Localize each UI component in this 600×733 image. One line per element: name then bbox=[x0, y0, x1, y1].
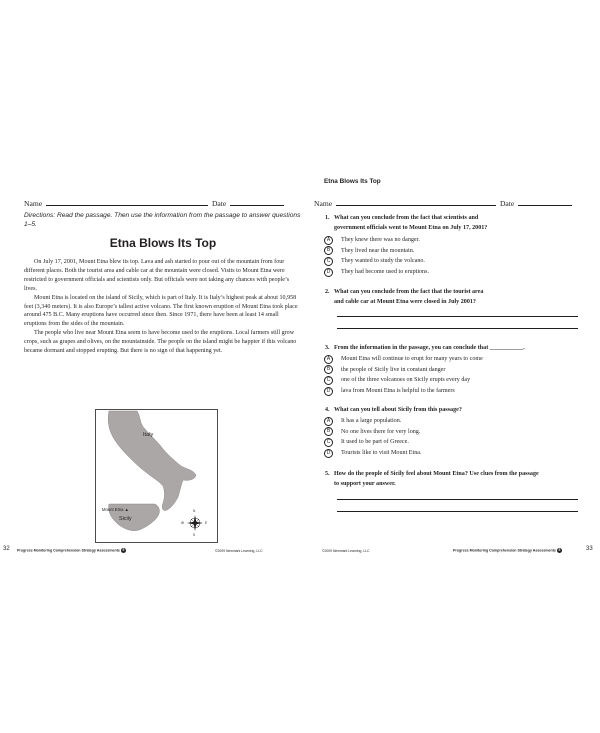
bubble-a[interactable]: A bbox=[324, 417, 333, 426]
question-2-text bbox=[325, 287, 585, 307]
question-line: What can you conclude from the fact that the tourist area bbox=[334, 289, 484, 295]
option-b[interactable] bbox=[324, 427, 585, 438]
option-text: They wanted to study the volcano. bbox=[341, 258, 425, 265]
question-1 bbox=[325, 213, 585, 277]
option-b[interactable] bbox=[324, 365, 585, 376]
question-1-text bbox=[325, 213, 585, 233]
name-blank[interactable] bbox=[336, 198, 496, 206]
option-text: lava from Mount Etna is helpful to the farmers bbox=[341, 387, 455, 394]
answer-line-5a[interactable] bbox=[337, 499, 578, 500]
question-number: 4. bbox=[325, 407, 330, 413]
bubble-b[interactable]: B bbox=[324, 365, 333, 374]
name-date-line-right bbox=[314, 198, 588, 208]
question-line: What can you tell about Sicily from this passage? bbox=[334, 407, 462, 413]
option-text: one of the three volcanoes on Sicily erupts every day bbox=[341, 377, 471, 384]
copyright-right: ©2009 Newmark Learning, LLC bbox=[322, 549, 370, 553]
option-text: the people of Sicily live in constant danger bbox=[341, 366, 446, 373]
question-line: and cable car at Mount Etna were closed in July 2001? bbox=[334, 299, 476, 305]
bubble-b[interactable]: B bbox=[324, 427, 333, 436]
map-label-italy: Italy bbox=[143, 432, 154, 438]
question-4 bbox=[325, 405, 585, 458]
page-number-left: 32 bbox=[3, 546, 10, 552]
bubble-c[interactable]: C bbox=[324, 438, 333, 447]
option-a[interactable] bbox=[324, 354, 585, 365]
question-2 bbox=[325, 287, 585, 307]
copyright-left: ©2009 Newmark Learning, LLC bbox=[215, 549, 263, 553]
question-3-text bbox=[325, 343, 585, 353]
option-text: They lived near the mountain. bbox=[341, 247, 415, 254]
option-c[interactable] bbox=[324, 256, 585, 267]
answer-line-5b[interactable] bbox=[337, 511, 578, 512]
footer-right bbox=[453, 548, 562, 553]
option-text: It used to be part of Greece. bbox=[341, 439, 409, 446]
passage-title: Etna Blows Its Top bbox=[109, 236, 217, 250]
option-text: Mount Etna will continue to erupt for many years to come bbox=[341, 356, 483, 362]
date-blank[interactable] bbox=[230, 198, 284, 206]
bubble-b[interactable]: B bbox=[324, 246, 333, 255]
question-1-options bbox=[324, 235, 585, 277]
question-number: 1. bbox=[325, 215, 330, 221]
map-graphic bbox=[95, 409, 218, 543]
option-b[interactable] bbox=[324, 246, 585, 257]
question-line: How do the people of Sicily feel about Mount Etna? Use clues from the passage bbox=[334, 471, 539, 477]
name-date-line-left bbox=[24, 198, 302, 208]
bubble-c[interactable]: C bbox=[324, 257, 333, 266]
bubble-c[interactable]: C bbox=[324, 376, 333, 385]
bubble-d[interactable]: D bbox=[324, 268, 333, 277]
option-c[interactable] bbox=[324, 375, 585, 386]
right-header: Etna Blows Its Top bbox=[324, 178, 381, 185]
question-3 bbox=[325, 343, 585, 396]
question-number: 2. bbox=[325, 289, 330, 295]
date-label: Date bbox=[499, 199, 515, 208]
question-line: government officials went to Mount Etna on July 17, 2001? bbox=[334, 225, 488, 231]
question-line: What can you conclude from the fact that scientists and bbox=[334, 215, 479, 221]
question-5-text bbox=[325, 469, 587, 489]
map-label-mount-etna: Mount Etna ▲ bbox=[102, 507, 129, 512]
question-number: 3. bbox=[325, 345, 330, 351]
name-blank[interactable] bbox=[46, 198, 208, 206]
page-number-right: 33 bbox=[586, 546, 593, 552]
option-a[interactable] bbox=[324, 235, 585, 246]
map bbox=[95, 409, 218, 543]
compass-w: W bbox=[181, 521, 185, 525]
question-4-text bbox=[325, 405, 585, 415]
compass-s: S bbox=[193, 533, 196, 537]
bubble-a[interactable]: A bbox=[324, 236, 333, 245]
question-5 bbox=[325, 469, 587, 489]
date-blank[interactable] bbox=[518, 198, 572, 206]
option-text: It has a large population. bbox=[341, 418, 402, 424]
directions: Directions: Read the passage. Then use the information from the passage to answer questions 1–5. bbox=[24, 212, 301, 228]
question-4-options bbox=[324, 416, 585, 458]
compass-e: E bbox=[205, 521, 208, 525]
footer-left bbox=[17, 548, 126, 553]
question-number: 5. bbox=[325, 471, 330, 477]
footer-title: Progress Monitoring Comprehension Strategy Assessments bbox=[453, 548, 556, 553]
question-line: to support your answer. bbox=[334, 481, 396, 487]
passage-paragraph: On July 17, 2001, Mount Etna blew its top. Lava and ash started to pour out of the mountain from four different places. Both the tourist area and cable car at the mountain were closed. Visits to Mount Etna were restricted to government officials and scientists only. But officials were not taking any chances with people’s lives. bbox=[24, 259, 290, 292]
option-text: They knew there was no danger. bbox=[341, 237, 420, 243]
option-text: No one lives there for very long. bbox=[341, 428, 421, 435]
answer-line-2b[interactable] bbox=[337, 328, 578, 329]
answer-line-2a[interactable] bbox=[337, 316, 578, 317]
map-label-sicily: Sicily bbox=[119, 516, 132, 522]
footer-title: Progress Monitoring Comprehension Strategy Assessments bbox=[17, 548, 120, 553]
name-label: Name bbox=[314, 199, 333, 208]
passage-paragraph: Mount Etna is located on the island of Sicily, which is part of Italy. It is Italy’s highest peak at about 10,958 feet (3,340 meters). It is also Europe’s tallest active volcano. The first known eruption of Mount Etna took place around 475 B.C. Many eruptions have occurred since then. Since 1971, there have been at least 14 small eruptions from the sides of the mountain. bbox=[24, 294, 298, 328]
question-3-options bbox=[324, 354, 585, 396]
passage-paragraph: The people who live near Mount Etna seem to have become used to the eruptions. Local farmers still grow crops, such as grapes and olives, on the mountainside. The people on the island might be happier if this volcano became dormant and stopped erupting. But there is no sign of that happening yet. bbox=[24, 330, 297, 355]
compass-n: N bbox=[193, 509, 196, 513]
option-d[interactable] bbox=[324, 386, 585, 397]
question-line: From the information in the passage, you can conclude that ___________. bbox=[334, 345, 525, 351]
grade-badge: 5 bbox=[558, 548, 561, 552]
option-text: Tourists like to visit Mount Etna. bbox=[341, 449, 422, 456]
option-c[interactable] bbox=[324, 437, 585, 448]
grade-badge: 5 bbox=[122, 548, 125, 552]
option-a[interactable] bbox=[324, 416, 585, 427]
option-d[interactable] bbox=[324, 448, 585, 459]
passage bbox=[24, 258, 302, 356]
option-d[interactable] bbox=[324, 267, 585, 278]
name-label: Name bbox=[24, 199, 43, 208]
bubble-a[interactable]: A bbox=[324, 355, 333, 364]
date-label: Date bbox=[211, 199, 227, 208]
bubble-d[interactable]: D bbox=[324, 449, 333, 458]
bubble-d[interactable]: D bbox=[324, 387, 333, 396]
option-text: They had become used to eruptions. bbox=[341, 268, 429, 275]
